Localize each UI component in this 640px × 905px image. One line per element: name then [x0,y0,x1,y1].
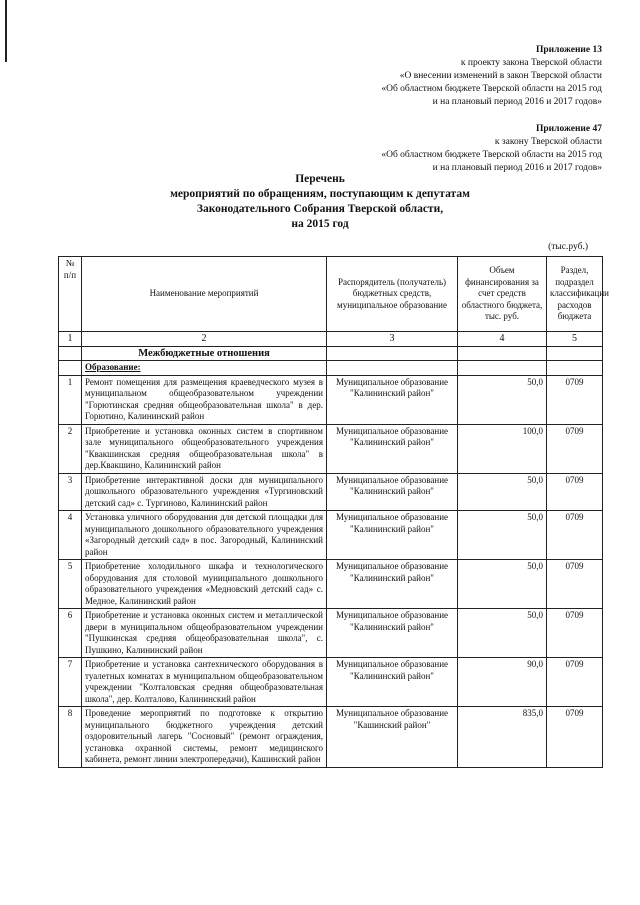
scan-edge-line [5,0,7,62]
units-label: (тыс.руб.) [548,242,588,252]
row-sum: 50,0 [458,511,547,560]
row-number: 4 [59,511,82,560]
column-number: 1 [59,332,82,347]
appendix-13-line: и на плановый период 2016 и 2017 годов» [432,97,602,107]
row-sum: 50,0 [458,560,547,609]
row-code: 0709 [547,375,603,424]
subsection-row [59,361,603,376]
column-number: 5 [547,332,603,347]
row-number: 5 [59,560,82,609]
table-row [59,707,603,768]
row-org: Муниципальное образование "Кашинский район" [327,707,458,768]
row-name: Приобретение и установка оконных систем и металлической двери в муниципальном общеобразовательном учреждении "Пушкинская средняя общеобразовательная школа", с. Пушкино, Калининский район [82,609,327,658]
header-code: Раздел, подраздел классификации расходов бюджета [547,257,603,332]
row-sum: 50,0 [458,609,547,658]
appendix-47-line: к закону Тверской области [494,137,602,147]
row-number: 2 [59,424,82,473]
table-row [59,609,603,658]
title-line: на 2015 год [291,218,349,230]
row-number: 7 [59,658,82,707]
row-org: Муниципальное образование "Калининский район" [327,560,458,609]
column-number: 3 [327,332,458,347]
row-org: Муниципальное образование "Калининский район" [327,511,458,560]
row-sum: 100,0 [458,424,547,473]
column-number: 4 [458,332,547,347]
row-sum: 90,0 [458,658,547,707]
section-title: Межбюджетные отношения [82,346,327,361]
table-row [59,560,603,609]
row-number: 3 [59,473,82,511]
appendix-47-header [381,123,602,175]
row-code: 0709 [547,560,603,609]
row-sum: 835,0 [458,707,547,768]
row-code: 0709 [547,511,603,560]
title-line: мероприятий по обращениям, поступающим к депутатам [170,188,470,200]
table-row [59,511,603,560]
row-name: Приобретение и установка оконных систем в спортивном зале муниципального общеобразовательного учреждения "Квакшинская средняя общеобразовательная школа" в дер.Квакшино, Калининский район [82,424,327,473]
header-name: Наименование мероприятий [82,257,327,332]
row-name: Приобретение интерактивной доски для муниципального дошкольного образовательного учреждения «Тургиновский детский сад» с. Тургиново, Калининский район [82,473,327,511]
row-org: Муниципальное образование "Калининский район" [327,375,458,424]
appendix-13-header [381,44,602,109]
row-number: 8 [59,707,82,768]
appendix-47-line: «Об областном бюджете Тверской области на 2015 год [381,150,602,160]
row-name: Установка уличного оборудования для детской площадки для муниципального дошкольного образовательного учреждения «Загородный детский сад» в пос. Загородный, Калининский район [82,511,327,560]
column-number: 2 [82,332,327,347]
row-code: 0709 [547,658,603,707]
row-code: 0709 [547,609,603,658]
title-line: Законодательного Собрания Тверской области, [196,203,444,215]
appendix-47-title: Приложение 47 [535,124,602,134]
appendix-47-line: и на плановый период 2016 и 2017 годов» [432,163,602,173]
table-row [59,658,603,707]
subsection-title: Образование: [82,361,327,376]
column-number-row [59,332,603,347]
appendix-13-title: Приложение 13 [535,45,602,55]
header-org: Распорядитель (получатель) бюджетных средств, муниципальное образование [327,257,458,332]
table-row [59,375,603,424]
row-sum: 50,0 [458,473,547,511]
appendix-13-line: к проекту закона Тверской области [460,58,602,68]
document-title [0,172,640,232]
row-number: 6 [59,609,82,658]
row-name: Проведение мероприятий по подготовке к открытию муниципального бюджетного учреждения детский оздоровительный лагерь "Сосновый" (ремонт ограждения, установка охранной системы, ремонт медицинского кабинета, ремонт линии электропередачи), Кашинский район [82,707,327,768]
section-row [59,346,603,361]
row-sum: 50,0 [458,375,547,424]
row-org: Муниципальное образование "Калининский район" [327,658,458,707]
row-name: Приобретение холодильного шкафа и технологического оборудования для столовой муниципального дошкольного образовательного учреждения «Медновский детский сад» с. Медное, Калининский район [82,560,327,609]
row-org: Муниципальное образование "Калининский район" [327,473,458,511]
header-sum: Объем финансирования за счет средств областного бюджета, тыс. руб. [458,257,547,332]
table-row [59,473,603,511]
header-number: № п/п [59,257,82,332]
row-org: Муниципальное образование "Калининский район" [327,609,458,658]
row-code: 0709 [547,424,603,473]
title-line: Перечень [295,173,345,185]
table-header-row [59,257,603,332]
measures-table [58,256,609,768]
row-code: 0709 [547,473,603,511]
row-name: Ремонт помещения для размещения краеведческого музея в муниципальном общеобразовательном учреждении "Горютинская средняя общеобразовательная школа" в дер. Горютино, Калининский район [82,375,327,424]
table-row [59,424,603,473]
row-code: 0709 [547,707,603,768]
appendix-13-line: «Об областном бюджете Тверской области на 2015 год [381,84,602,94]
row-org: Муниципальное образование "Калининский район" [327,424,458,473]
row-number: 1 [59,375,82,424]
table-body [59,375,603,767]
appendix-13-line: «О внесении изменений в закон Тверской области [399,71,602,81]
row-name: Приобретение и установка сантехнического оборудования в туалетных комнатах в муниципальном общеобразовательном учреждении "Колталовская средняя общеобразовательная школа", дер. Колталово, Калининский район [82,658,327,707]
